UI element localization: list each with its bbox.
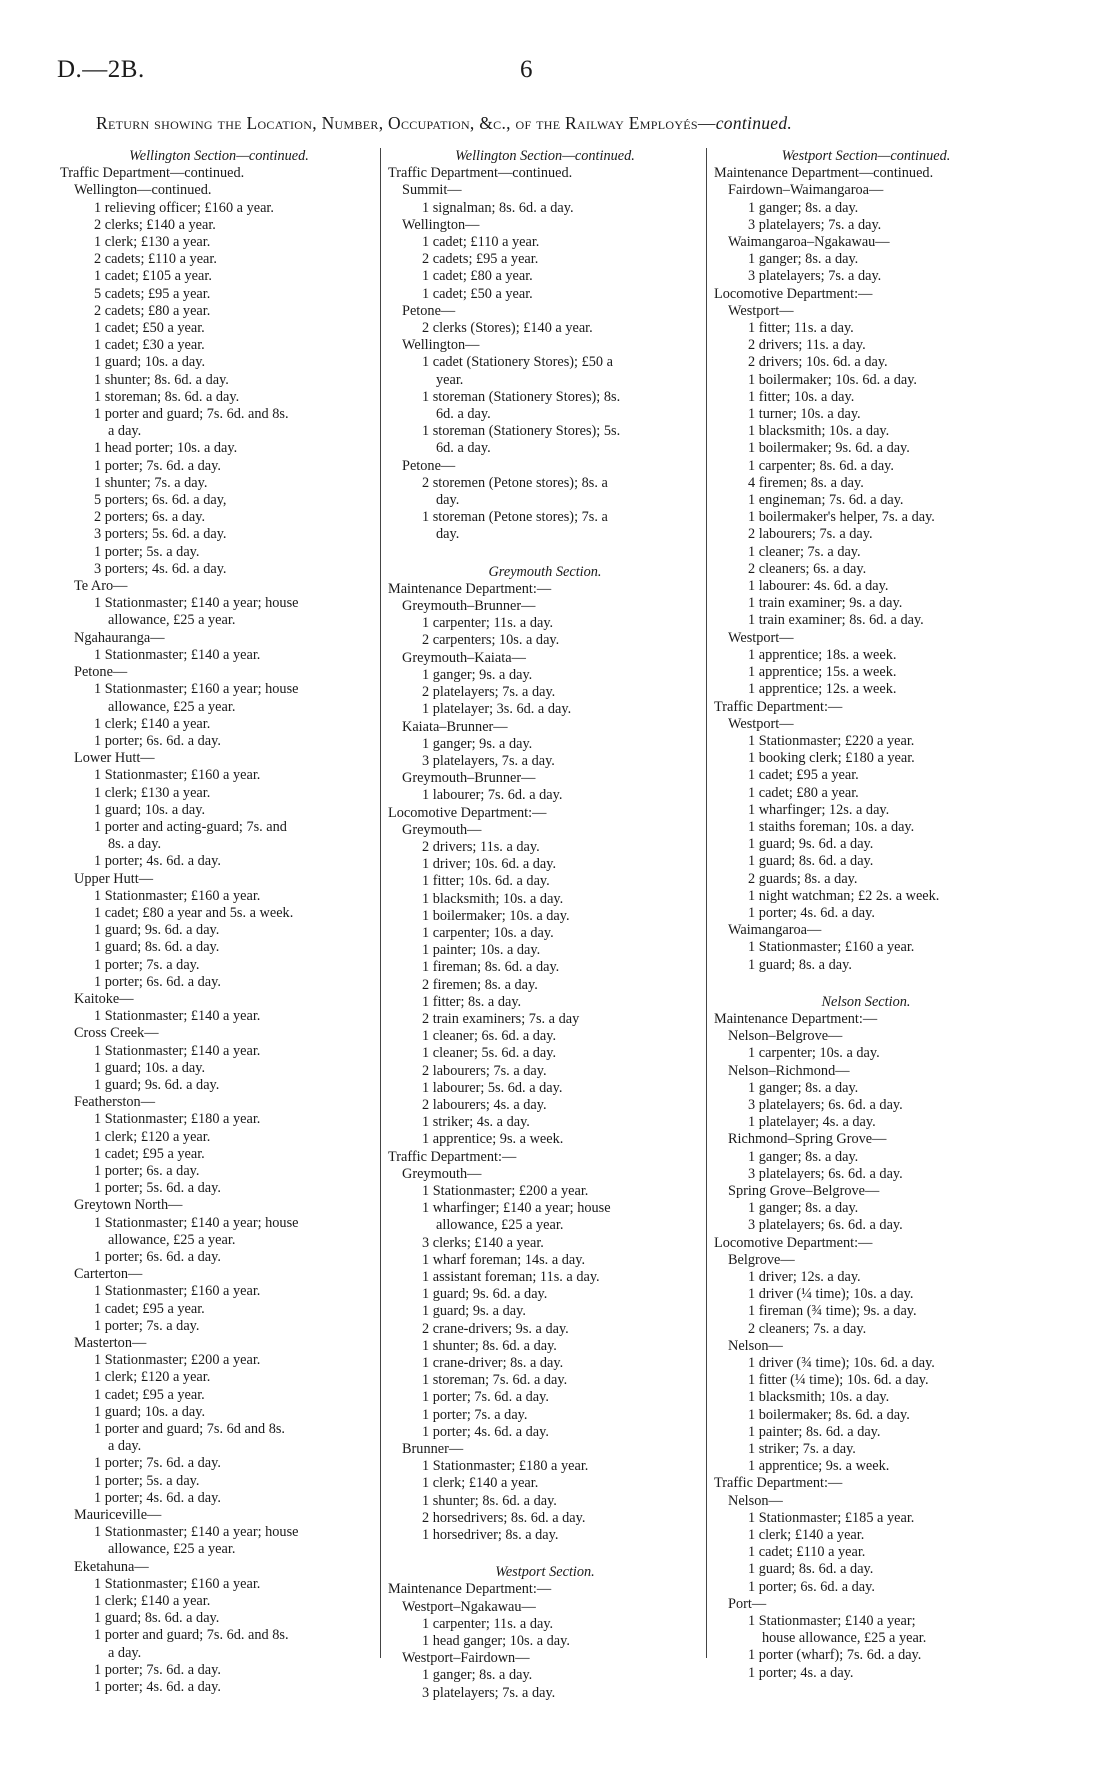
entry-line: 1 porter; 5s. a day. [94, 543, 200, 560]
entry-line: 2 firemen; 8s. a day. [422, 976, 538, 993]
location-heading: Westport–Ngakawau— [402, 1598, 536, 1615]
entry-line: 1 blacksmith; 10s. a day. [748, 423, 890, 440]
entry-line: 1 carpenter; 8s. 6d. a day. [748, 457, 894, 474]
entry-line: 1 porter; 6s. a day. [94, 1162, 200, 1179]
department-heading: Maintenance Department—continued. [714, 165, 934, 182]
location-heading: Petone— [402, 457, 456, 474]
location-heading: Nelson–Belgrove— [728, 1028, 843, 1045]
entry-line: 1 porter; 7s. a day. [422, 1406, 528, 1423]
entry-line: 1 train examiner; 9s. a day. [748, 595, 903, 612]
entry-line: 2 clerks; £140 a year. [94, 216, 216, 233]
entry-line: 1 porter; 4s. 6d. a day. [94, 1489, 221, 1506]
page-title [96, 113, 1056, 134]
entry-line: 1 Stationmaster; £160 a year. [94, 1283, 261, 1300]
location-heading: Brunner— [402, 1441, 464, 1458]
entry-line: 1 head porter; 10s. a day. [94, 440, 238, 457]
entry-line: 1 fireman (¾ time); 9s. a day. [748, 1303, 917, 1320]
section-heading: Westport Section. [495, 1564, 595, 1581]
entry-line: 2 cadets; £110 a year. [94, 251, 217, 268]
entry-line: 1 apprentice; 12s. a week. [748, 681, 897, 698]
entry-line: 1 ganger; 8s. a day. [748, 1148, 859, 1165]
entry-line: 1 porter; 6s. 6d. a day. [94, 1249, 221, 1265]
location-heading: Greymouth— [402, 821, 482, 838]
entry-continuation: allowance, £25 a year. [108, 698, 236, 715]
department-heading: Locomotive Department:— [714, 285, 873, 302]
entry-continuation: allowance, £25 a year. [108, 612, 236, 629]
location-heading: Greymouth–Kaiata— [402, 649, 526, 666]
entry-line: 1 porter; 4s. 6d. a day. [422, 1423, 549, 1440]
entry-line: 1 cleaner; 5s. 6d. a day. [422, 1045, 557, 1062]
section-heading: Wellington Section—continued. [129, 148, 309, 164]
entry-line: 1 porter and acting-guard; 7s. and [94, 818, 287, 835]
location-heading: Petone— [74, 664, 128, 681]
entry-line: 1 clerk; £130 a year. [94, 784, 211, 801]
entry-line: 1 porter and guard; 7s. 6d and 8s. [94, 1421, 285, 1438]
location-heading: Wellington—continued. [74, 182, 212, 199]
location-heading: Westport— [728, 715, 794, 732]
entry-line: 3 platelayers; 7s. a day. [748, 216, 882, 233]
entry-line: 1 ganger; 8s. a day. [748, 199, 859, 216]
entry-line: 1 Stationmaster; £140 a year; house [94, 1524, 299, 1541]
entry-line: 1 cadet; £95 a year. [94, 1145, 205, 1162]
entry-line: 1 porter; 4s. 6d. a day. [94, 1679, 221, 1696]
entry-line: 1 train examiner; 8s. 6d. a day. [748, 612, 924, 629]
entry-line: 1 Stationmaster; £180 a year. [94, 1111, 261, 1128]
location-heading: Waimangaroa— [728, 922, 822, 939]
entry-line: 1 porter; 7s. 6d. a day. [94, 457, 221, 474]
location-heading: Masterton— [74, 1335, 147, 1352]
entry-line: 1 Stationmaster; £200 a year. [94, 1352, 261, 1369]
entry-line: 1 fitter; 10s. a day. [748, 388, 855, 405]
entry-line: 1 Stationmaster; £180 a year. [422, 1458, 589, 1475]
location-heading: Wellington— [402, 337, 480, 354]
entry-line: 1 Stationmaster; £140 a year. [94, 1008, 261, 1025]
entry-line: 1 boilermaker's helper, 7s. a day. [748, 509, 935, 526]
entry-line: 1 cadet; £50 a year. [422, 285, 533, 302]
location-heading: Lower Hutt— [74, 750, 155, 767]
location-heading: Westport— [728, 629, 794, 646]
entry-line: 1 engineman; 7s. 6d. a day. [748, 492, 904, 509]
entry-line: 1 carpenter; 11s. a day. [422, 1615, 554, 1632]
column-rule-right [706, 148, 707, 1658]
entry-line: 1 fitter (¼ time); 10s. 6d. a day. [748, 1372, 929, 1389]
section-heading: Greymouth Section. [488, 563, 602, 580]
entry-line: 5 cadets; £95 a year. [94, 285, 211, 302]
entry-line: 1 boilermaker; 9s. 6d. a day. [748, 440, 910, 457]
entry-continuation: day. [436, 492, 460, 509]
entry-line: 1 cadet; £80 a year. [748, 784, 859, 801]
entry-line: 1 Stationmaster; £185 a year. [748, 1509, 915, 1526]
entry-line: 1 head ganger; 10s. a day. [422, 1633, 570, 1650]
entry-line: 1 ganger; 9s. a day. [422, 735, 533, 752]
entry-line: 1 porter; 7s. 6d. a day. [94, 1661, 221, 1678]
entry-line: 1 cadet; £80 a year and 5s. a week. [94, 904, 294, 921]
entry-line: 1 blacksmith; 10s. a day. [422, 890, 564, 907]
entry-line: 1 cleaner; 6s. 6d. a day. [422, 1028, 557, 1045]
entry-line: 1 cadet; £30 a year. [94, 337, 205, 354]
column-3 [714, 148, 1018, 1682]
entry-line: 1 shunter; 8s. 6d. a day. [94, 371, 229, 388]
entry-line: 1 carpenter; 11s. a day. [422, 615, 554, 632]
entry-line: 3 porters; 5s. 6d. a day. [94, 526, 227, 543]
entry-line: 3 platelayers; 7s. a day. [748, 268, 882, 285]
entry-continuation: 6d. a day. [436, 440, 491, 457]
page-title-suffix: continued. [715, 113, 793, 133]
entry-line: 1 ganger; 8s. a day. [748, 1079, 859, 1096]
column-1 [60, 148, 378, 1696]
entry-line: 2 drivers; 11s. a day. [422, 838, 540, 855]
entry-line: 1 guard; 9s. 6d. a day. [422, 1286, 548, 1303]
entry-line: 2 clerks (Stores); £140 a year. [422, 320, 593, 337]
entry-line: 1 storeman; 7s. 6d. a day. [422, 1372, 568, 1389]
entry-line: 1 porter; 4s. 6d. a day. [748, 904, 875, 921]
entry-line: 1 cadet; £50 a year. [94, 320, 205, 337]
entry-line: 1 boilermaker; 10s. 6d. a day. [748, 371, 918, 388]
entry-line: 1 horsedriver; 8s. a day. [422, 1527, 559, 1544]
entry-continuation: allowance, £25 a year. [436, 1217, 564, 1234]
entry-line: 1 turner; 10s. a day. [748, 406, 861, 423]
entry-line: 1 driver; 12s. a day. [748, 1269, 861, 1285]
entry-line: 1 wharf foreman; 14s. a day. [422, 1251, 586, 1268]
entry-line: 1 shunter; 8s. 6d. a day. [422, 1337, 557, 1354]
page-number: 6 [520, 56, 533, 83]
entry-line: 2 cadets; £80 a year. [94, 302, 211, 319]
location-heading: Wellington— [402, 216, 480, 233]
entry-line: 2 drivers; 11s. a day. [748, 337, 866, 354]
entry-line: 1 cadet; £95 a year. [748, 767, 859, 784]
entry-line: 1 boilermaker; 10s. a day. [422, 907, 570, 924]
entry-line: 1 apprentice; 15s. a week. [748, 664, 897, 681]
location-heading: Petone— [402, 302, 456, 319]
entry-line: 1 cadet; £95 a year. [94, 1300, 205, 1317]
entry-line: 1 Stationmaster; £200 a year. [422, 1182, 589, 1199]
entry-line: 5 porters; 6s. 6d. a day, [94, 492, 227, 509]
entry-line: 1 striker; 7s. a day. [748, 1441, 856, 1458]
entry-line: 1 guard; 10s. a day. [94, 1403, 206, 1420]
entry-continuation: 8s. a day. [108, 836, 162, 853]
department-heading: Locomotive Department:— [388, 804, 547, 821]
entry-line: 2 drivers; 10s. 6d. a day. [748, 354, 888, 371]
entry-line: 1 guard; 8s. 6d. a day. [94, 939, 220, 956]
entry-line: 1 cadet (Stationery Stores); £50 a [422, 354, 613, 371]
department-heading: Traffic Department:— [388, 1148, 517, 1165]
location-heading: Spring Grove–Belgrove— [728, 1182, 880, 1199]
entry-line: 1 driver; 10s. 6d. a day. [422, 856, 557, 873]
location-heading: Summit— [402, 182, 462, 199]
entry-line: 1 storeman (Petone stores); 7s. a [422, 509, 608, 526]
entry-line: 1 carpenter; 10s. a day. [748, 1045, 880, 1062]
section-heading: Westport Section—continued. [781, 148, 951, 164]
entry-line: 1 Stationmaster; £140 a year; house [94, 595, 299, 612]
entry-line: 1 clerk; £140 a year. [422, 1475, 539, 1492]
location-heading: Port— [728, 1595, 767, 1612]
entry-line: 1 clerk; £120 a year. [94, 1128, 211, 1145]
location-heading: Eketahuna— [74, 1558, 149, 1575]
entry-line: 1 cadet; £80 a year. [422, 268, 533, 285]
department-heading: Traffic Department—continued. [388, 165, 573, 182]
location-heading: Ngahauranga— [74, 629, 165, 646]
entry-line: 1 clerk; £140 a year. [94, 715, 211, 732]
entry-line: 1 guard; 8s. 6d. a day. [748, 853, 874, 870]
location-heading: Upper Hutt— [74, 870, 154, 887]
entry-line: 1 carpenter; 10s. a day. [422, 924, 554, 941]
entry-line: 3 platelayers; 6s. 6d. a day. [748, 1165, 903, 1182]
entry-line: 2 train examiners; 7s. a day [422, 1010, 580, 1027]
entry-continuation: allowance, £25 a year. [108, 1541, 236, 1558]
entry-line: 2 horsedrivers; 8s. 6d. a day. [422, 1509, 586, 1526]
entry-line: 1 booking clerk; £180 a year. [748, 750, 915, 767]
entry-line: 1 shunter; 8s. 6d. a day. [422, 1492, 557, 1509]
location-heading: Waimangaroa–Ngakawau— [728, 234, 890, 251]
entry-line: 1 staiths foreman; 10s. a day. [748, 818, 915, 835]
entry-line: 1 wharfinger; £140 a year; house [422, 1200, 611, 1217]
entry-line: 1 guard; 9s. 6d. a day. [94, 922, 220, 939]
entry-line: 1 porter; 4s. a day. [748, 1664, 854, 1681]
entry-line: 1 clerk; £140 a year. [94, 1593, 211, 1610]
location-heading: Westport–Fairdown— [402, 1650, 530, 1667]
entry-line: 1 porter; 7s. 6d. a day. [94, 1455, 221, 1472]
entry-continuation: year. [436, 371, 464, 388]
entry-line: 2 labourers; 7s. a day. [748, 526, 873, 543]
entry-line: 1 guard; 10s. a day. [94, 354, 206, 371]
location-heading: Greymouth–Brunner— [402, 598, 536, 615]
entry-line: 1 cadet; £110 a year. [748, 1544, 866, 1561]
entry-line: 1 apprentice; 9s. a week. [422, 1131, 564, 1148]
entry-line: 1 shunter; 7s. a day. [94, 474, 208, 491]
entry-line: 1 painter; 10s. a day. [422, 942, 541, 959]
department-heading: Locomotive Department:— [714, 1234, 873, 1251]
entry-line: 1 blacksmith; 10s. a day. [748, 1389, 890, 1406]
entry-line: 1 cleaner; 7s. a day. [748, 543, 861, 560]
entry-line: 1 porter; 7s. a day. [94, 1317, 200, 1334]
entry-continuation: house allowance, £25 a year. [762, 1630, 927, 1647]
department-heading: Maintenance Department:— [388, 580, 552, 597]
entry-line: 1 porter; 6s. 6d. a day. [748, 1578, 875, 1595]
entry-line: 1 signalman; 8s. 6d. a day. [422, 199, 574, 216]
entry-line: 1 crane-driver; 8s. a day. [422, 1355, 564, 1372]
entry-line: 1 fireman; 8s. 6d. a day. [422, 959, 560, 976]
entry-line: 1 relieving officer; £160 a year. [94, 199, 274, 216]
entry-line: 1 fitter; 11s. a day. [748, 320, 854, 337]
entry-line: 2 platelayers; 7s. a day. [422, 684, 556, 701]
entry-line: 3 platelayers, 7s. a day. [422, 752, 555, 769]
entry-line: 1 porter; 6s. 6d. a day. [94, 732, 221, 749]
location-heading: Nelson–Richmond— [728, 1062, 850, 1079]
location-heading: Carterton— [74, 1266, 143, 1283]
entry-continuation: day. [436, 526, 460, 543]
entry-line: 1 cadet; £95 a year. [94, 1386, 205, 1403]
entry-line: 1 platelayer; 3s. 6d. a day. [422, 701, 572, 718]
entry-line: 1 cadet; £110 a year. [422, 234, 540, 251]
location-heading: Featherston— [74, 1094, 155, 1111]
entry-continuation: 6d. a day. [436, 406, 491, 423]
entry-line: 1 clerk; £140 a year. [748, 1527, 865, 1544]
entry-line: 1 storeman (Stationery Stores); 5s. [422, 423, 621, 440]
entry-line: 1 driver (¾ time); 10s. 6d. a day. [748, 1355, 935, 1372]
entry-line: 1 porter; 4s. 6d. a day. [94, 853, 221, 870]
location-heading: Greytown North— [74, 1197, 183, 1214]
entry-line: 1 painter; 8s. 6d. a day. [748, 1423, 881, 1440]
entry-line: 1 porter and guard; 7s. 6d. and 8s. [94, 1627, 289, 1644]
entry-line: 2 porters; 6s. a day. [94, 509, 206, 526]
location-heading: Nelson— [728, 1492, 783, 1509]
entry-line: 1 ganger; 8s. a day. [748, 1200, 859, 1217]
entry-line: 1 fitter; 8s. a day. [422, 993, 522, 1010]
entry-line: 1 Stationmaster; £160 a year. [94, 767, 261, 784]
section-heading: Nelson Section. [821, 993, 911, 1010]
location-heading: Belgrove— [728, 1251, 795, 1268]
entry-line: 4 firemen; 8s. a day. [748, 474, 864, 491]
location-heading: Cross Creek— [74, 1025, 159, 1042]
entry-line: 1 guard; 8s. 6d. a day. [94, 1610, 220, 1627]
entry-line: 1 assistant foreman; 11s. a day. [422, 1269, 600, 1285]
entry-line: 1 guard; 10s. a day. [94, 1059, 206, 1076]
entry-line: 1 Stationmaster; £140 a year. [94, 646, 261, 663]
entry-line: 1 clerk; £130 a year. [94, 234, 211, 251]
entry-line: 1 apprentice; 9s. a week. [748, 1458, 890, 1475]
entry-line: 1 guard; 9s. a day. [422, 1303, 526, 1320]
entry-line: 1 porter and guard; 7s. 6d. and 8s. [94, 406, 289, 423]
department-heading: Traffic Department:— [714, 698, 843, 715]
entry-line: 1 porter; 5s. 6d. a day. [94, 1180, 221, 1197]
entry-continuation: a day. [108, 423, 142, 440]
entry-line: 1 guard; 8s. a day. [748, 956, 852, 973]
entry-continuation: a day. [108, 1438, 142, 1455]
location-heading: Fairdown–Waimangaroa— [728, 182, 884, 199]
column-rule-left [380, 148, 381, 1658]
section-heading: Wellington Section—continued. [455, 148, 635, 164]
entry-line: 1 Stationmaster; £160 a year; house [94, 681, 299, 698]
column-2 [388, 148, 702, 1702]
entry-line: 2 cadets; £95 a year. [422, 251, 539, 268]
entry-line: 1 labourer; 5s. 6d. a day. [422, 1079, 563, 1096]
entry-line: 1 Stationmaster; £220 a year. [748, 732, 915, 749]
location-heading: Nelson— [728, 1337, 783, 1354]
entry-line: 1 Stationmaster; £140 a year; [748, 1613, 916, 1630]
entry-line: 1 storeman; 8s. 6d. a day. [94, 388, 240, 405]
entry-line: 1 porter (wharf); 7s. 6d. a day. [748, 1647, 922, 1664]
entry-line: 1 porter; 7s. 6d. a day. [422, 1389, 549, 1406]
entry-line: 1 platelayer; 4s. a day. [748, 1114, 876, 1131]
entry-line: 3 clerks; £140 a year. [422, 1234, 544, 1251]
entry-line: 1 Stationmaster; £160 a year. [94, 887, 261, 904]
location-heading: Kaitoke— [74, 990, 134, 1007]
entry-line: 1 striker; 4s. a day. [422, 1114, 530, 1131]
entry-line: 1 guard; 9s. 6d. a day. [94, 1076, 220, 1093]
entry-line: 1 Stationmaster; £140 a year; house [94, 1214, 299, 1231]
entry-continuation: allowance, £25 a year. [108, 1231, 236, 1248]
entry-line: 1 ganger; 8s. a day. [422, 1667, 533, 1684]
department-heading: Traffic Department:— [714, 1475, 843, 1492]
department-heading: Maintenance Department:— [388, 1581, 552, 1598]
location-heading: Greymouth–Brunner— [402, 770, 536, 787]
entry-line: 1 clerk; £120 a year. [94, 1369, 211, 1386]
entry-line: 1 boilermaker; 8s. 6d. a day. [748, 1406, 910, 1423]
entry-line: 2 cleaners; 6s. a day. [748, 560, 867, 577]
document-code: D.—2B. [57, 56, 145, 83]
entry-line: 1 apprentice; 18s. a week. [748, 646, 897, 663]
department-heading: Traffic Department—continued. [60, 165, 245, 182]
entry-line: 2 crane-drivers; 9s. a day. [422, 1320, 569, 1337]
location-heading: Mauriceville— [74, 1507, 162, 1524]
entry-line: 1 porter; 6s. 6d. a day. [94, 973, 221, 990]
entry-line: 3 porters; 4s. 6d. a day. [94, 560, 227, 577]
entry-line: 3 platelayers; 6s. 6d. a day. [748, 1217, 903, 1234]
entry-line: 2 labourers; 7s. a day. [422, 1062, 547, 1079]
entry-line: 2 labourers; 4s. a day. [422, 1096, 547, 1113]
entry-line: 1 cadet; £105 a year. [94, 268, 212, 285]
location-heading: Greymouth— [402, 1165, 482, 1182]
entry-line: 1 porter; 7s. a day. [94, 956, 200, 973]
entry-line: 1 night watchman; £2 2s. a week. [748, 887, 940, 904]
entry-line: 1 wharfinger; 12s. a day. [748, 801, 890, 818]
entry-line: 1 storeman (Stationery Stores); 8s. [422, 388, 621, 405]
entry-line: 2 storemen (Petone stores); 8s. a [422, 474, 608, 491]
page-title-main: Return showing the Location, Number, Occupation, &c., of the Railway Employés— [96, 113, 716, 133]
location-heading: Kaiata–Brunner— [402, 718, 508, 735]
entry-line: 3 platelayers; 7s. a day. [422, 1684, 556, 1701]
department-heading: Maintenance Department:— [714, 1010, 878, 1027]
entry-line: 1 driver (¼ time); 10s. a day. [748, 1286, 914, 1303]
entry-line: 1 Stationmaster; £160 a year. [94, 1575, 261, 1592]
entry-line: 1 guard; 10s. a day. [94, 801, 206, 818]
entry-line: 1 Stationmaster; £160 a year. [748, 939, 915, 956]
entry-line: 1 ganger; 9s. a day. [422, 666, 533, 683]
entry-line: 1 porter; 5s. a day. [94, 1472, 200, 1489]
entry-line: 1 Stationmaster; £140 a year. [94, 1042, 261, 1059]
entry-line: 2 cleaners; 7s. a day. [748, 1320, 867, 1337]
entry-continuation: a day. [108, 1644, 142, 1661]
entry-line: 2 guards; 8s. a day. [748, 870, 858, 887]
entry-line: 3 platelayers; 6s. 6d. a day. [748, 1096, 903, 1113]
entry-line: 1 ganger; 8s. a day. [748, 251, 859, 268]
location-heading: Westport— [728, 302, 794, 319]
entry-line: 1 guard; 9s. 6d. a day. [748, 836, 874, 853]
entry-line: 1 guard; 8s. 6d. a day. [748, 1561, 874, 1578]
location-heading: Te Aro— [74, 578, 128, 595]
entry-line: 2 carpenters; 10s. a day. [422, 632, 560, 649]
entry-line: 1 labourer: 4s. 6d. a day. [748, 578, 889, 595]
location-heading: Richmond–Spring Grove— [728, 1131, 887, 1148]
entry-line: 1 fitter; 10s. 6d. a day. [422, 873, 550, 890]
entry-line: 1 labourer; 7s. 6d. a day. [422, 787, 563, 804]
